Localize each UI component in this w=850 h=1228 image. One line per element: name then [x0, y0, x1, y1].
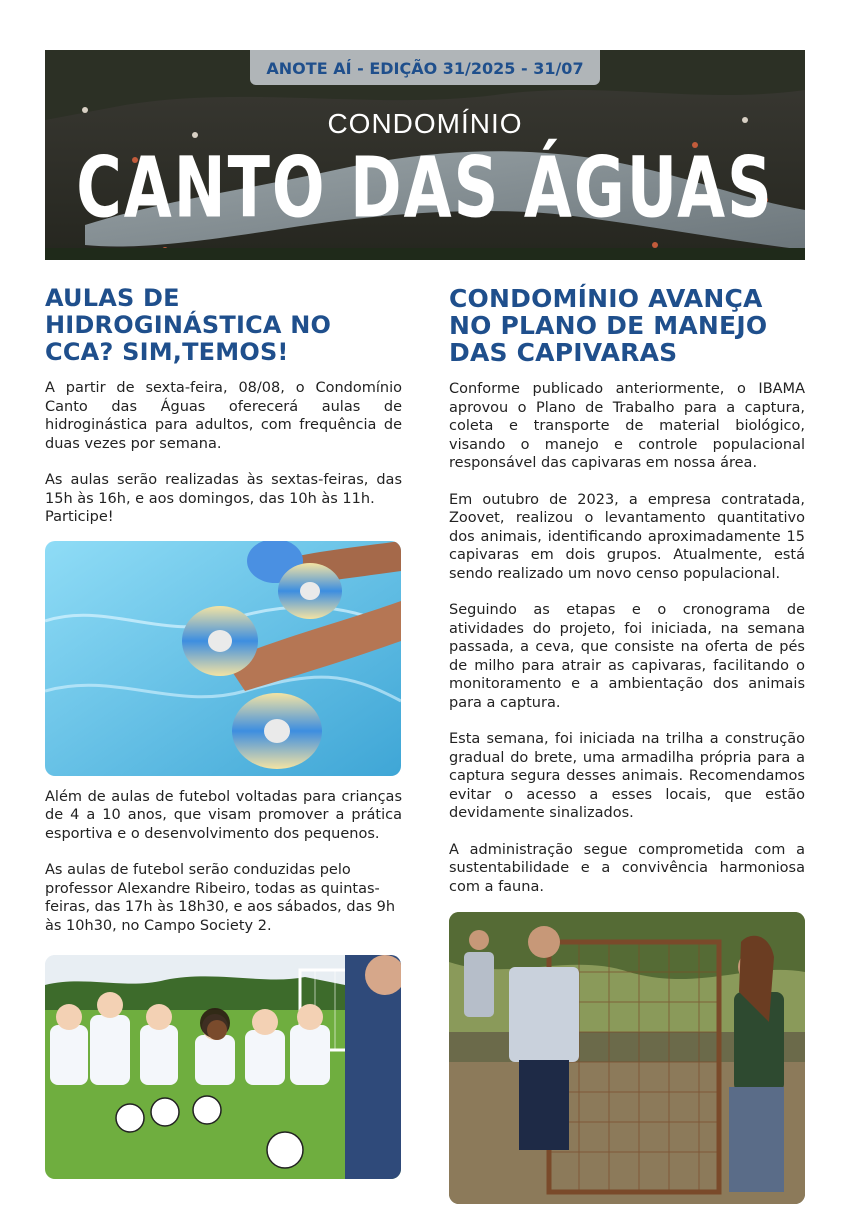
capybara-article-title: CONDOMÍNIO AVANÇA NO PLANO DE MANEJO DAS CAPIVARAS: [449, 284, 768, 367]
logo-main-text: CANTO DAS ÁGUAS: [76, 138, 774, 237]
capybara-paragraph-1: Conforme publicado anteriormente, o IBAMA aprovou o Plano de Trabalho para a captura, coleta e transporte de material biológico, visando o manejo e controle populacional responsável das capivaras em nossa área.: [449, 381, 805, 471]
hydro-article-title: AULAS DE HIDROGINÁSTICA NO CCA? SIM,TEMOS!: [45, 284, 332, 366]
hydro-paragraph-3: Participe!: [45, 509, 114, 525]
header-banner: [45, 50, 805, 260]
right-column: [449, 285, 805, 1204]
capybara-paragraph-5: A administração segue comprometida com a sustentabilidade e a convivência harmoniosa com a fauna.: [449, 841, 805, 895]
edition-badge: ANOTE AÍ - EDIÇÃO 31/2025 - 31/07: [250, 50, 600, 85]
football-paragraph-1: Além de aulas de futebol voltadas para crianças de 4 a 10 anos, que visam promover a prática esportiva e o desenvolvimento dos pequenos.: [45, 788, 402, 842]
aqua-dumbbells-photo: [45, 541, 401, 776]
left-column: [45, 285, 402, 1179]
logo-top-text: CONDOMÍNIO: [327, 108, 523, 139]
hydro-paragraph-1: A partir de sexta-feira, 08/08, o Condomínio Canto das Águas oferecerá aulas de hidroginástica para adultos, com frequência de duas vezes por semana.: [45, 380, 402, 452]
capybara-paragraph-4: Esta semana, foi iniciada na trilha a construção gradual do brete, uma armadilha própria para a captura segura desses animais. Recomendamos evitar o acesso a esses locais, que estão devidamente sinalizados.: [449, 731, 805, 821]
kids-football-photo: [45, 955, 401, 1179]
capybara-paragraph-3: Seguindo as etapas e o cronograma de atividades do projeto, foi iniciada, na semana passada, a ceva, que consiste na oferta de pés de milho para atrair as capivaras, facilitando o monitoramento e a ambientação dos animais para a captura.: [449, 602, 805, 711]
football-paragraph-2: As aulas de futebol serão conduzidas pelo professor Alexandre Ribeiro, todas as quintas-feiras, das 17h às 18h30, e aos sábados, das 9h às 10h30, no Campo Society 2.: [45, 862, 396, 934]
capybara-paragraph-2: Em outubro de 2023, a empresa contratada, Zoovet, realizou o levantamento quantitativo dos animais, identificando aproximadamente 15 capivaras em dois grupos. Atualmente, está sendo realizado um novo censo populacional.: [449, 491, 805, 582]
capybara-trap-photo: [449, 912, 805, 1204]
hydro-paragraph-2: As aulas serão realizadas às sextas-feiras, das 15h às 16h, e aos domingos, das 10h às 11h.: [45, 472, 402, 507]
